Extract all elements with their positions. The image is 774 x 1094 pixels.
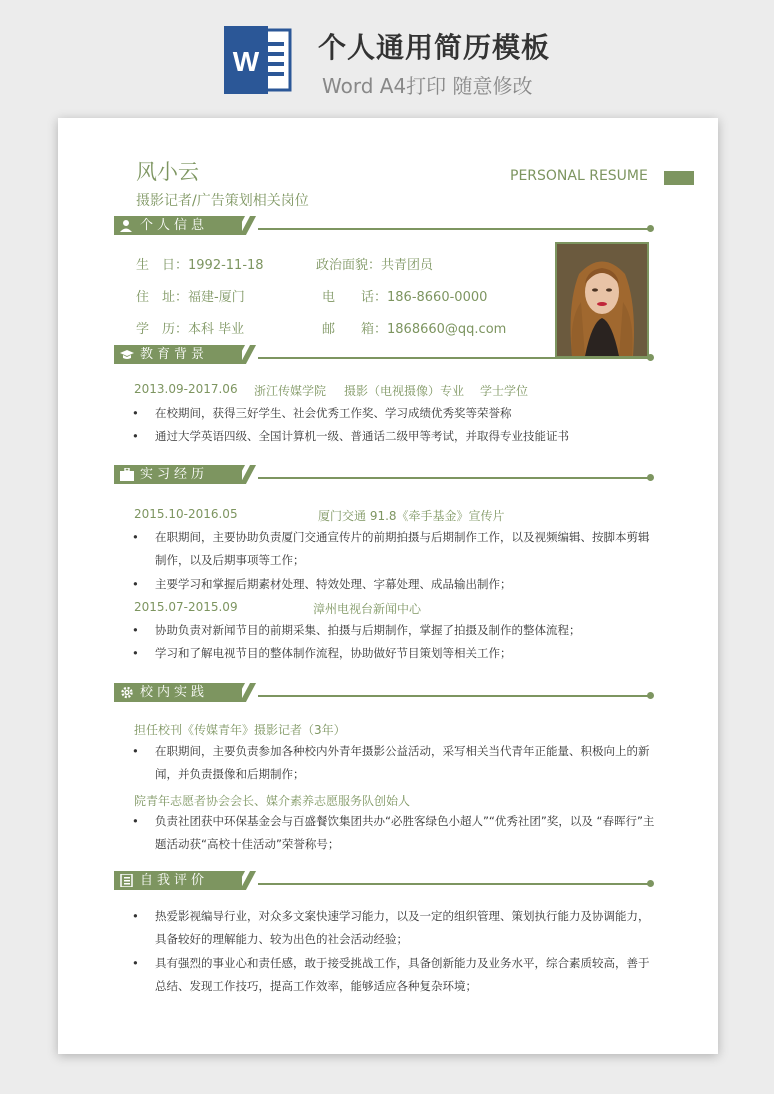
education-major: 摄影（电视摄像）专业 — [344, 384, 465, 398]
address-row: 住 址：福建-厦门 — [136, 290, 245, 305]
list-item: • 负责社团获中环保基金会与百盛餐饮集团共办“必胜客绿色小超人”“优秀社团”奖，以及 “春晖行”主题活动获“高校十佳活动”荣誉称号； — [132, 814, 655, 851]
list-item: • 学习和了解电视节目的整体制作流程，协助做好节目策划等相关工作； — [132, 646, 512, 660]
section-education — [114, 345, 656, 365]
user-icon — [120, 219, 134, 232]
job2-period: 2015.07-2015.09 — [134, 600, 238, 614]
education-school: 浙江传媒学院 — [254, 384, 327, 398]
education-degree: 学士学位 — [480, 384, 529, 398]
section-divider — [258, 695, 650, 697]
section-title: 自我评价 — [114, 871, 242, 890]
section-divider — [258, 228, 650, 230]
campus-role1: 担任校刊《传媒青年》摄影记者（3年） — [134, 723, 346, 737]
education-period: 2013.09-2017.06 — [134, 382, 238, 396]
phone-row: 电 话：186-8660-0000 — [322, 290, 488, 305]
briefcase-icon — [120, 468, 134, 481]
graduation-cap-icon — [120, 348, 134, 361]
job1-period: 2015.10-2016.05 — [134, 507, 238, 521]
section-title: 校内实践 — [114, 683, 242, 702]
person-name: 风小云 — [136, 160, 199, 184]
list-item: • 协助负责对新闻节目的前期采集、拍摄与后期制作，掌握了拍摄及制作的整体流程； — [132, 623, 581, 637]
section-divider — [258, 883, 650, 885]
political-row: 政治面貌：共青团员 — [316, 258, 434, 273]
header-accent-bar — [664, 171, 694, 185]
list-item: • 在职期间，主要协助负责厦门交通宣传片的前期拍摄与后期制作工作，以及视频编辑、按脚本剪辑制作，以及后期事项等工作； — [132, 530, 650, 567]
svg-text:W: W — [232, 46, 260, 77]
job2-title: 漳州电视台新闻中心 — [313, 602, 422, 616]
section-internship — [114, 465, 656, 485]
list-item: • 在校期间，获得三好学生、社会优秀工作奖、学习成绩优秀奖等荣誉称 — [132, 406, 512, 420]
list-item: • 在职期间，主要负责参加各种校内外青年摄影公益活动，采写相关当代青年正能量、积极向上的新闻，并负责摄像和后期制作； — [132, 744, 650, 781]
campus-role2: 院青年志愿者协会会长、媒介素养志愿服务队创始人 — [134, 794, 411, 808]
list-item: • 主要学习和掌握后期素材处理、特效处理、字幕处理、成品输出制作； — [132, 577, 512, 591]
notebook-icon — [120, 874, 134, 887]
gear-icon — [120, 686, 134, 699]
banner-title: 个人通用简历模板 — [318, 31, 551, 64]
email-row: 邮 箱：1868660@qq.com — [322, 322, 507, 337]
personal-resume-label: PERSONAL RESUME — [510, 168, 648, 184]
section-self-evaluation — [114, 871, 656, 891]
section-divider — [258, 357, 650, 359]
birth-row: 生 日：1992-11-18 — [136, 258, 264, 273]
job-target: 摄影记者/广告策划相关岗位 — [136, 193, 309, 209]
list-item: • 具有强烈的事业心和责任感，敢于接受挑战工作，具备创新能力及业务水平，综合素质较高，善于总结、发现工作技巧，提高工作效率，能够适应各种复杂环境； — [132, 956, 650, 993]
section-title: 教育背景 — [114, 345, 242, 364]
template-banner — [0, 0, 774, 110]
section-title: 实习经历 — [114, 465, 242, 484]
list-item: • 热爱影视编导行业，对众多文案快速学习能力，以及一定的组织管理、策划执行能力及协调能力，具备较好的理解能力、较为出色的社会活动经验； — [132, 909, 650, 946]
profile-photo — [555, 242, 649, 358]
section-campus — [114, 683, 656, 703]
job1-title: 厦门交通 91.8《牵手基金》宣传片 — [318, 509, 505, 523]
list-item: • 通过大学英语四级、全国计算机一级、普通话二级甲等考试，并取得专业技能证书 — [132, 429, 569, 443]
resume-page — [58, 118, 718, 1054]
word-icon — [222, 24, 294, 96]
banner-subtitle: Word A4打印 随意修改 — [322, 74, 533, 98]
degree-row: 学 历：本科 毕业 — [136, 322, 245, 337]
section-personal-info — [114, 216, 656, 236]
section-divider — [258, 477, 650, 479]
section-title: 个人信息 — [114, 216, 242, 235]
